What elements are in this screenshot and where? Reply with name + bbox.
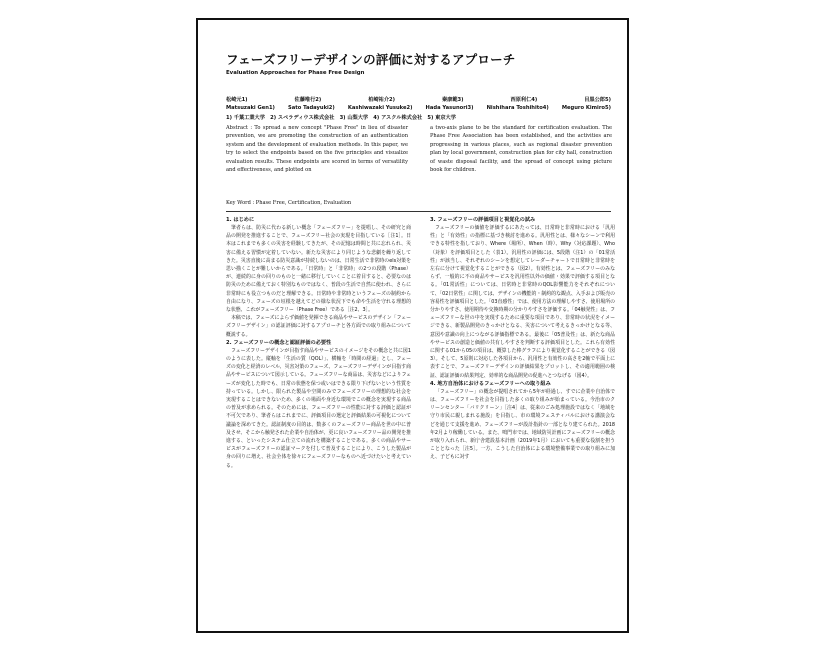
paper-title: フェーズフリーデザインの評価に対するアプローチ: [226, 52, 516, 67]
paragraph: 筆者らは、防災に代わる新しい概念「フェーズフリー」を提唱し、その研究と商品の開発を推進することで、フェーズフリー社会の実現を目指している［注1］。日本はこれまでも多くの災害を経験してきたが、その記憶は時間と共に忘れられ、災害に備える習慣が定着していない。新たな災害により同じような悲劇を繰り返してきた。災害直後に高まる防災意識が持続しないのは、日常生活で非常時のels対策を思い描くことが難しいからである。「日常時」と「非常時」の2つの段階（Phase）が、連続的に身の回りのものと一緒に移行していくことに着目すると、必要なのは防災のために備えておく特別なものではなく、普段の生活で自然に使われ、さらに非常時にも役立つものだと理解できる。日常時や非常時というフェーズの制約から自由になり、フェーズの垣根を越えてどの様な状況下でも命や生活を守れる理想的な状態、これがフェーズフリー（Phase Free）である［注2、3］。: [226, 225, 411, 314]
paragraph: 「フェーズフリー」の概念が提唱されてから5年が経過し、すでに企業や自治体では、フェーズフリーを社会を目指した多くの取り組みが始まっている。今治市のクリーンセンター「バリクリーン」［注4］は、従来のごみ処理施設ではなく「地域を守り市民に親しまれる施設」を目指し、市の環境フェスティバルにおける講演会などを通じて支援を進め、フェーズフリーが設計指針の一部となり建てられた。2018年2月より稼働している。また、鳴門市では、地域防災計画にフェーズフリーの概念が取り入れられ、新庁舎建設基本計画（2019年1月）においても重要な役割を担うこととなった［注5］。一方、こうした自治体による環境整備事業での取り組みに加え、子どもに対す: [430, 388, 615, 461]
paragraph: フェーズフリーデザインが目指す商品やサービスのイメージをその概念と共に図1のように表した。縦軸を「生活の質（QOL）」、横軸を「時間の経過」とし、フェーズの変化と経済のレベル、災害対策のフェーズ、フェーズフリーデザインが目指す商品やサービスについて図示している。フェーズフリーな商品は、災害などによりフェーズが変化した時でも、日常の状態を保つ或いはできる限り下げないという性質を持っている。しかし、限られた製品や空間のみでフェーズフリーの理想的な社会を実現することはできないため、多くの場面や身近な環境でこの概念を実現する商品の普及が求められる。そのためには、フェーズフリーの性能に対する評価と認証が不可欠であり、筆者らはこれまでに、評価項目の選定と評価結果の可視化について議論を深めてきた。認証制度の目的は、数多くのフェーズフリー商品を世の中に普及させ、そこから触発された企業や自治体が、更に良いフェーズフリー品の開発を推進する、といったシステム仕立ての流れを構築することである。多くの商品やサービスがフェーズフリーの認証マークを付して普及することにより、こうした製品が身の回りに増え、社会全体を徐々にフェーズフリーなものへ近づけたいと考えている。: [226, 347, 411, 469]
paragraph: フェーズフリーの価値を評価するにあたっては、日常時と非常時における「汎用性」と「有効性」の指標に基づき検討を進める。汎用性とは、様々なシーンで利用できる特性を指しており、Where（場所）、When（時）、Why（対応課題）、Who（対象）を評価項目とした（表1）。汎用性の評価には、5段階（注1）の「01常活性」が該当し、それぞれのシーンを想定してレーダーチャートで日常時と非常時を左右に分けて視覚化することができる（図2）。有効性とは、フェーズフリーのみならず、一般的に不の商品やサービスを汎用性以外の価値・効果で評価する項目となる。「01常活性」については、日常時と非常時のQOL影響能力をそれぞれについて、「02日常性」に関しては、デザインの機能的・制約的な観点、入手および販売の容易性を評価項目とした。「03直感性」では、使用方法の理解しやすさ、使用場所の分かりやすさ、使用期待や交換時期の分かりやすさを評価する。「04触発性」は、フェーズフリーな世の中を実現するために重要な項目であり、非常時の状況をイメージできる、新製品開発のきっかけとなる、災害について考えるきっかけとなる等、意図や意識の向上につながる評価指標である。最後に「05普及性」は、新たな商品やサービスの創造と価値の共有しやすさを判断する評価項目とした。これら有効性に関する01から05の項目は、概算した棒グラフにより視覚化することができる（図3）。そして、5原則に対応した各項目から、汎用性と有効性の高さを2軸で平面上に表すことで、フェーズフリーデザインの評価結果をプロットし、その適用範囲の検証、認証評価の結果判定、効率的な商品開発の促進へとつなげる（図4）。: [430, 225, 615, 379]
section-heading: 4. 地方自治体におけるフェーズフリーへの取り組み: [430, 380, 551, 387]
section-heading: 3. フェーズフリーの評価項目と視覚化の試み: [430, 217, 536, 223]
author-name: 秦康範3): [441, 97, 464, 103]
author-name: 佐藤唯行2): [294, 97, 322, 103]
author-name-en: Meguro Kimiro5): [561, 105, 611, 111]
paper-page: [196, 18, 629, 633]
author-name-en: Sato Tadayuki2): [288, 105, 335, 111]
authors-english: [226, 105, 611, 111]
author-name-en: Matsuzaki Gen1): [226, 105, 275, 111]
author-name-en: Nishihara Toshihito4): [486, 105, 549, 111]
authors-japanese: [226, 96, 611, 103]
section-heading: 1. はじめに: [226, 217, 255, 223]
author-name: 西原利仁4): [510, 97, 538, 103]
author-name: 柏崎祐介2): [368, 97, 395, 103]
paper-subtitle: Evaluation Approaches for Phase Free Design: [226, 70, 365, 76]
author-name-en: Hada Yasunori3): [425, 105, 474, 111]
affiliations: 1) 千葉工業大学 2) スペラディウス株式会社 3) 山梨大学 4) アスクル株式会社 5) 東京大学: [226, 115, 456, 121]
paragraph: 本稿では、フェーズによらず価値を発揮できる商品やサービスのデザイン「フェーズフリーデザイン」の認証評価に対するアプローチと各方面での取り組みについて概説する。: [226, 315, 411, 338]
divider: [226, 211, 611, 212]
abstract-left: Abstract : To spread a new concept "Phase Free" in lieu of disaster prevention, we are promoting the construction of an authentication system and the development of evaluation methods. In this paper, we try to select the endpoints based on the five principles and visualize evaluation results. These endpoints are scored in terms of versatility and effectiveness, and plotted on: [226, 125, 408, 174]
body-column-left: [226, 216, 411, 616]
keywords: Key Word : Phase Free, Certification, Evaluation: [226, 200, 352, 206]
abstract-right: a two-axis plane to be the standard for certification evaluation. The Phase Free Association has been established, and the activities are progressing in various places, such as regional disaster prevention plan by local government, construction plan for city hall, construction of waste disposal facility, and the spread of concept using picture book for children.: [430, 125, 612, 174]
body-column-right: [430, 216, 615, 616]
section-heading: 2. フェーズフリーの概念と認証評価の必要性: [226, 339, 332, 346]
author-name-en: Kashiwazaki Yusuke2): [347, 105, 413, 111]
author-name: 目黒公郎5): [584, 97, 611, 103]
author-name: 松崎元1): [226, 97, 248, 103]
